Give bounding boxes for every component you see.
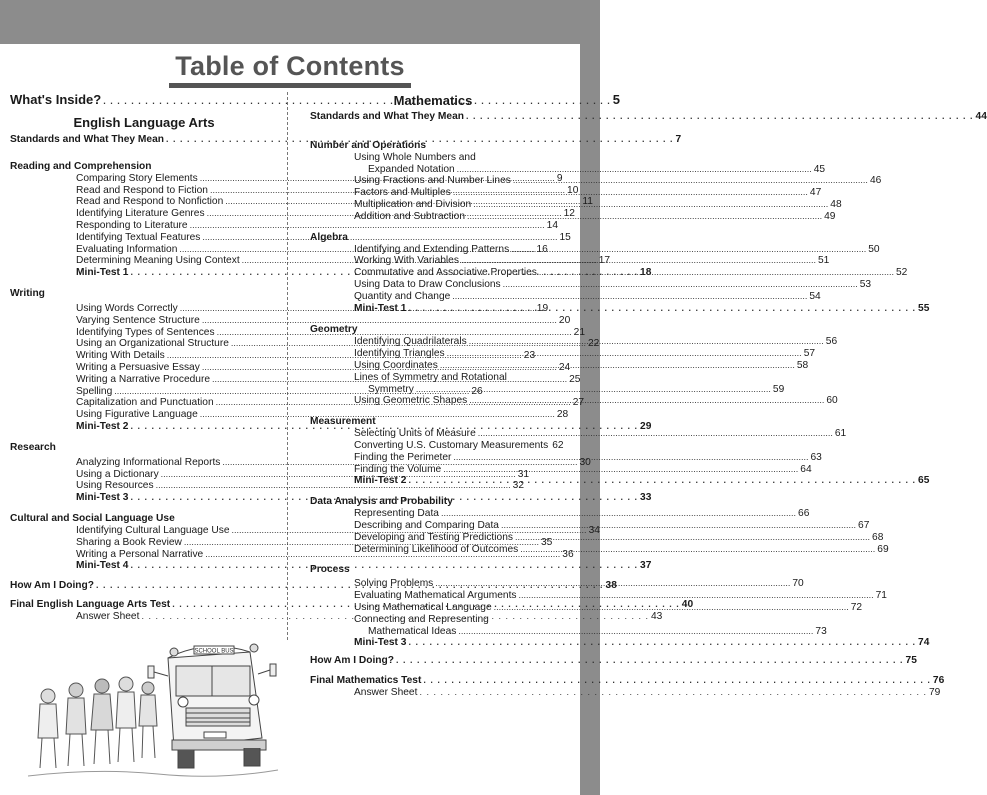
toc-entry[interactable]: Expanded Notation ..... 45	[310, 164, 556, 176]
toc-entry[interactable]: Identifying Cultural Language Use ..... 34	[10, 525, 278, 537]
title-area	[0, 44, 580, 88]
toc-entry-minitest[interactable]: Mini-Test 3 . . . 74	[310, 637, 556, 649]
toc-entry-minitest[interactable]: Mini-Test 1 . . . 55	[310, 303, 556, 315]
toc-entry[interactable]: Sharing a Book Review ..... 35	[10, 537, 278, 549]
group-heading-research: Research	[10, 441, 56, 453]
toc-entry[interactable]: Identifying Triangles ..... 57	[310, 348, 556, 360]
toc-entry-standards[interactable]: Standards and What They Mean . . . 7	[10, 134, 278, 146]
toc-entry[interactable]: Writing a Personal Narrative ..... 36	[10, 549, 278, 561]
toc-entry[interactable]: Evaluating Information ..... 16	[10, 244, 278, 256]
toc-entry[interactable]: Varying Sentence Structure ..... 20	[10, 315, 278, 327]
group-heading-geometry: Geometry	[310, 324, 358, 336]
toc-entry[interactable]: Identifying Textual Features ..... 15	[10, 232, 278, 244]
toc-entry[interactable]: Commutative and Associative Properties ..... 52	[310, 267, 556, 279]
toc-entry[interactable]: Multiplication and Division ..... 48	[310, 199, 556, 211]
toc-entry[interactable]: Read and Respond to Fiction ..... 10	[10, 185, 278, 197]
toc-entry[interactable]: Describing and Comparing Data ..... 67	[310, 520, 556, 532]
toc-entry[interactable]: Developing and Testing Predictions ..... 68	[310, 532, 556, 544]
toc-entry[interactable]: Converting U.S. Customary Measurements 62	[354, 439, 564, 451]
toc-entry[interactable]: Writing With Details ..... 23	[10, 350, 278, 362]
toc-entry[interactable]: Writing a Persuasive Essay ..... 24	[10, 362, 278, 374]
toc-entry-how-am-i-doing[interactable]: How Am I Doing? . . . 38	[10, 580, 278, 592]
toc-entry-standards[interactable]: Standards and What They Mean . . . 44	[310, 111, 556, 123]
toc-entry-answer-sheet[interactable]: Answer Sheet . . . 43	[10, 611, 278, 623]
toc-entry-minitest[interactable]: Mini-Test 1 . . . 18	[10, 267, 278, 279]
toc-entry[interactable]: Mathematical Ideas ..... 73	[310, 626, 556, 638]
group-heading-measurement: Measurement	[310, 416, 376, 428]
toc-entry[interactable]: Capitalization and Punctuation ..... 27	[10, 397, 278, 409]
toc-entry[interactable]: Symmetry ..... 59	[310, 384, 556, 396]
page-border-top	[0, 0, 600, 44]
toc-entry-line1: Lines of Symmetry and Rotational	[354, 371, 507, 383]
toc-entry[interactable]: Using Resources ..... 32	[10, 480, 278, 492]
math-section-title: Mathematics	[393, 93, 473, 108]
group-heading-number: Number and Operations	[310, 139, 427, 151]
toc-entry-whats-inside[interactable]: What's Inside? . . . 5	[10, 92, 278, 109]
toc-entry-final-test[interactable]: Final Mathematics Test . . . 76	[310, 675, 556, 687]
toc-entry[interactable]: Identifying Quadrilaterals ..... 56	[310, 336, 556, 348]
group-heading-writing: Writing	[10, 287, 45, 299]
toc-entry[interactable]: Determining Likelihood of Outcomes ..... 69	[310, 544, 556, 556]
group-heading-algebra: Algebra	[310, 231, 348, 243]
bus-sign-text: SCHOOL BUS	[194, 648, 234, 655]
toc-entry-how-am-i-doing[interactable]: How Am I Doing? . . . 75	[310, 655, 556, 667]
toc-entry[interactable]: Identifying Literature Genres ..... 12	[10, 208, 278, 220]
toc-entry[interactable]: Factors and Multiples ..... 47	[310, 187, 556, 199]
toc-entry[interactable]: Spelling ..... 26	[10, 386, 278, 398]
toc-entry-minitest[interactable]: Mini-Test 2 . . . 29	[10, 421, 278, 433]
school-bus-illustration	[18, 618, 280, 790]
toc-entry[interactable]: Solving Problems ..... 70	[310, 578, 556, 590]
toc-entry[interactable]: Using Data to Draw Conclusions ..... 53	[310, 279, 556, 291]
group-heading-cultural: Cultural and Social Language Use	[10, 512, 175, 524]
toc-entry[interactable]: Finding the Perimeter ..... 63	[310, 452, 556, 464]
toc-entry[interactable]: Using Words Correctly ..... 19	[10, 303, 278, 315]
toc-entry[interactable]: Using Fractions and Number Lines ..... 46	[310, 175, 556, 187]
group-heading-process: Process	[310, 564, 350, 576]
toc-entry-line1: Connecting and Representing	[354, 613, 489, 625]
group-heading-data: Data Analysis and Probability	[310, 496, 453, 508]
group-heading-reading: Reading and Comprehension	[10, 160, 152, 172]
toc-entry-line1: Using Whole Numbers and	[354, 151, 476, 163]
toc-entry[interactable]: Identifying Types of Sentences ..... 21	[10, 327, 278, 339]
toc-entry-minitest[interactable]: Mini-Test 3 . . . 33	[10, 492, 278, 504]
toc-entry[interactable]: Representing Data ..... 66	[310, 508, 556, 520]
toc-entry[interactable]: Responding to Literature ..... 14	[10, 220, 278, 232]
toc-entry[interactable]: Analyzing Informational Reports ..... 30	[10, 457, 278, 469]
toc-entry[interactable]: Determining Meaning Using Context ..... 17	[10, 255, 278, 267]
toc-entry[interactable]: Using Mathematical Language ..... 72	[310, 602, 556, 614]
toc-entry[interactable]: Using an Organizational Structure ..... 22	[10, 338, 278, 350]
toc-entry[interactable]: Addition and Subtraction ..... 49	[310, 211, 556, 223]
toc-entry[interactable]: Using Figurative Language ..... 28	[10, 409, 278, 421]
toc-entry-minitest[interactable]: Mini-Test 2 . . . 65	[310, 475, 556, 487]
toc-entry[interactable]: Read and Respond to Nonfiction ..... 11	[10, 196, 278, 208]
toc-entry-minitest[interactable]: Mini-Test 4 . . . 37	[10, 560, 278, 572]
toc-entry[interactable]: Finding the Volume ..... 64	[310, 464, 556, 476]
page-title: Table of Contents	[169, 50, 410, 88]
toc-entry[interactable]: Using Geometric Shapes ..... 60	[310, 395, 556, 407]
toc-entry-final-test[interactable]: Final English Language Arts Test . . . 40	[10, 599, 278, 611]
toc-entry[interactable]: Working With Variables ..... 51	[310, 255, 556, 267]
toc-entry[interactable]: Identifying and Extending Patterns ..... 50	[310, 244, 556, 256]
toc-entry[interactable]: Using Coordinates ..... 58	[310, 360, 556, 372]
toc-entry[interactable]: Using a Dictionary ..... 31	[10, 469, 278, 481]
toc-entry[interactable]: Writing a Narrative Procedure ..... 25	[10, 374, 278, 386]
toc-entry[interactable]: Quantity and Change ..... 54	[310, 291, 556, 303]
toc-entry[interactable]: Evaluating Mathematical Arguments ..... 71	[310, 590, 556, 602]
toc-entry-answer-sheet[interactable]: Answer Sheet . . . 79	[310, 687, 556, 699]
toc-entry[interactable]: Selecting Units of Measure ..... 61	[310, 428, 556, 440]
ela-section-title: English Language Arts	[73, 115, 215, 130]
toc-entry[interactable]: Comparing Story Elements ..... 9	[10, 173, 278, 185]
